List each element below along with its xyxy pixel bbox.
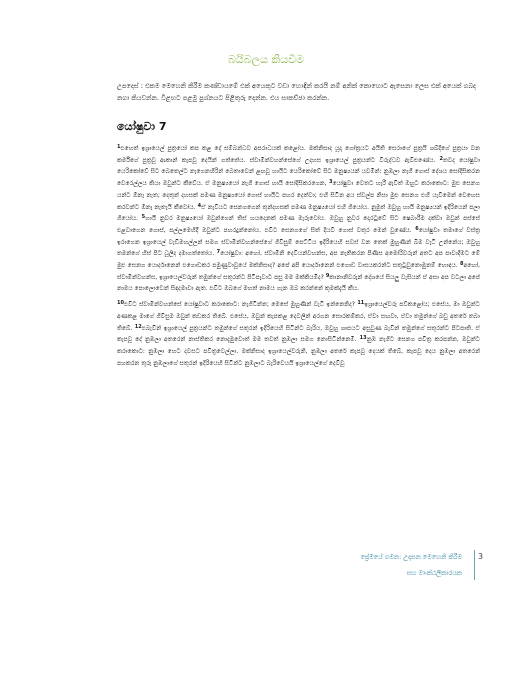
verse-text: යෝෂුවා තමාගේ වස්ත්‍ර ඉරාගෙන ඉශ්‍රායෙල් වැඩිමහල්ලන් සමග ස්වාමීන්වහන්සේගේ ගිවිසුම් පෙට්ටිය ඉදිරියෙහි සවස් වන තෙක් මුහුණින් බිම වැටී උන්නේය; ඔවුහු තමන්ගේ හිස් පිට ධූලිද දමාගත්තෝය. — [117, 226, 480, 258]
section-title: යෝෂුවා 7 — [117, 120, 167, 133]
verse-number: 4 — [197, 202, 202, 209]
passage-paragraph — [117, 299, 480, 369]
verse-text: එවිට ස්වාමීන්වහන්සේ යෝෂුවාට කරාකොට: නැගිටින්න; මෙසේ මුහුණින් වැටී ඉන්නෙනිද? — [123, 301, 358, 309]
verse-text: අහෝ, ස්වාමීන්වහන්ස, ඉශ්‍රායෙල්වරුන් තමුන්ගේ සතුරන්ට පිටිපෑවාට පසු මම මක්කියමිද? — [117, 262, 480, 281]
page-heading: බයිබලය කියවීම — [227, 53, 305, 66]
verse-text: යෝෂුවා වෙතට හැරී ඇවිත් ඔහුට කරාකොට: මුළු සෙනග යන්ට ඕනෑ නැත; දෙතුන් දහසක් පමණ මනුෂ්‍යයෝ ගොස් හායිට පහර දෙත්වා; එහි සිටින අය ස්වල්ප නිසා මුළු සෙනග එහි යැවීමෙන් වෙහෙස කරවන්ට ඕනෑ නැතැයි කීවෝය. — [117, 180, 480, 211]
footer-title: ප්‍රේමයේ ගමන: උදාසන මෙහෙනි කිරීම — [360, 553, 462, 561]
verse-text: ඒ නැවියට සෙනගගෙන් තුන්දහසක් පමණ මනුෂ්‍යයෝ එහි ගියෝය. නුමුත් ඔවුහු හායි මනුෂ්‍යයන් ඉදිරියෙන් පලා ගියෝය. — [117, 203, 480, 223]
verse-text: යෝෂුවා: අහෝ, ස්වාමීනි දෙවියන්වහන්ස, අප නැතිකරන පිණිස අමෝරිවරුන් අතට අප පාවාදීමට මේ මුළු සෙනග යොර්දානෙන් එගොඩකර පමුණුවාවූයේ මක්නිසාද? අපේ අපි යොර්දානෙන් එගොඩ වාසයකරන්ට සතුටුවුනොමුනම් හොඳය. — [117, 250, 480, 270]
verse-number: 7 — [216, 249, 221, 256]
verse-number: 10 — [117, 300, 124, 307]
verse-number: 2 — [439, 155, 443, 162]
verse-text: එහෙත් ඉශ්‍රායෙල් පුත්‍රයෝ කප කළ දේ සම්බන්ධව අපරාධයක් කළෝය. මක්නිසාද යූදා ගෝත්‍රයට අයිති සෙරාගේ පුත්‍රයි ශබ්දීගේ පුත්‍රයා වන කර්මීගේ පුත්‍රවූ ආකාන් කැපවූ දෙයින් ගත්තේය. ස්වාමීන්වහන්සේගේ උදහස ඉශ්‍රායෙල් පුත්‍රයන්ට විරුද්ධව ඇවිළුණේය. — [117, 145, 480, 164]
page-number: 3 — [478, 552, 484, 561]
passage-paragraph — [117, 143, 480, 295]
verse-text: ඉශ්‍රායෙල්වරු පව්කළෝය; එසේය, මා ඔවුන්ට අණකළ මාගේ ගිවිසුම ඔවුන් කඩකර තිබේ. එසේය, ඔවුන් කැපකළ දෙවලින් අරගන සොරකම්කර, ඒවා සඟවා, ඒවා තමුන්ගේ බඩු අතරේ තබා තිබේ. — [117, 301, 480, 332]
verse-number: 11 — [357, 300, 365, 307]
footer-subtitle: සහ මාංක්ඨලිකාරයක — [406, 569, 462, 577]
verse-number: 9 — [325, 272, 330, 279]
instruction-text: උපදෙස් : එකම මෙහෙනි කිරීම කණ්ඩායමේ එක් අයෙකුට වඩා හොඳින් කරයි නම් අනික් කොහොට ඇසෙනා ලෙස එක් අයෙක් ගබද නගා කියවන්න. විළභට පළමු පුශ්නයට පිළිතුරු දෙන්න. එය සාකච්ඡා කරන්න. — [117, 82, 476, 102]
verse-number: 5 — [141, 214, 146, 221]
verse-number: 13 — [359, 335, 367, 342]
verse-number: 12 — [134, 323, 142, 330]
verse-number: 1 — [117, 144, 121, 150]
verse-text: තවද යෝෂුවා යෙරිකෝවේ සිට බෙතෙල්ට නැගෙනහිරින් බෙතාවෙන් ළඟවූ හායිට යෙරිකෝවේ සිට මනුෂ්‍යයන් යවමින්: නුඹලා නැගී ගොස් දේශය සෝදිසිකරන වෙරෙල්ලය කියා ඔවුන්ට කීවේය. ඒ මනුෂ්‍යයෝ නැගී ගොස් හායි සෝදිසිකරගෙන, — [117, 156, 480, 188]
verse-text: කානානිවරුන් දේශයේ සියලු වැසියන් ඒ අසා අප වටලා අපේ නාමය පොලොවෙන් සිඳදමාවා ඇත. එවිට ඔබගේ මහත් නාමය ගැන ඔබ කරන්නේ කුමක්දැයි කීය. — [117, 273, 480, 293]
page-footer — [250, 549, 480, 581]
verse-number: 8 — [460, 261, 464, 268]
verse-text: හායි නුවර මනුෂ්‍යයෝ ඔවුන්ගෙන් තිස් හයදෙනක් පමණ මැරුවෝය. ඔවුහු නුවර දොරටුවේ සිට ෂෙබාරීම දක්වා ඔවුන් පස්සේ එළවාගෙන ගොස්, පල්ලමෙහිදී ඔවුන්ට පහරදුන්නෝය. එවිට සෙනගගේ සිත් දියවී ගොස් වතුර මෙන් වුණේය. — [117, 215, 480, 234]
verse-text: එබැවින් ඉශ්‍රායෙල් පුත්‍රයන්ට තමුන්ගේ සතුරන් ඉදිරියෙහි සිටින්ට බැරිය, ඔවුහු ශාපයට අසුවුණ බැවින් තමුන්ගේ සතුරන්ට පිටපාති. ඒ කැපවූ දේ නුඹලා අතරෙන් නාස්තිකර නොදැමුවොත් මම තවත් නුඹලා සමග නොසිටින්නෙමි. — [117, 324, 480, 344]
verse-text: නුඹ නැගිට සෙනග පවිත්‍ර කරපන්න, ඔවුන්ට කරාකොට: නුඹලා හෙට දවසට පවිත්‍රවෙල්ලා. මක්නිසාද ඉශ්‍රායෙල්වරුනි, නුඹලා අතරේ කැපවූ දෙයක් තිබේ, කැපවූ දෙය නුඹලා අතරෙන් පහකරන තුරු නුඹලාගේ සතුරන් ඉදිරියෙහි සිටින්ට නුඹලාට බැරිවෙයයි ඉශ්‍රායෙල්ගේ දෙවිවූ — [117, 336, 480, 367]
verse-number: 6 — [415, 225, 419, 232]
scripture-passage — [117, 143, 480, 683]
verse-number: 3 — [328, 179, 333, 186]
